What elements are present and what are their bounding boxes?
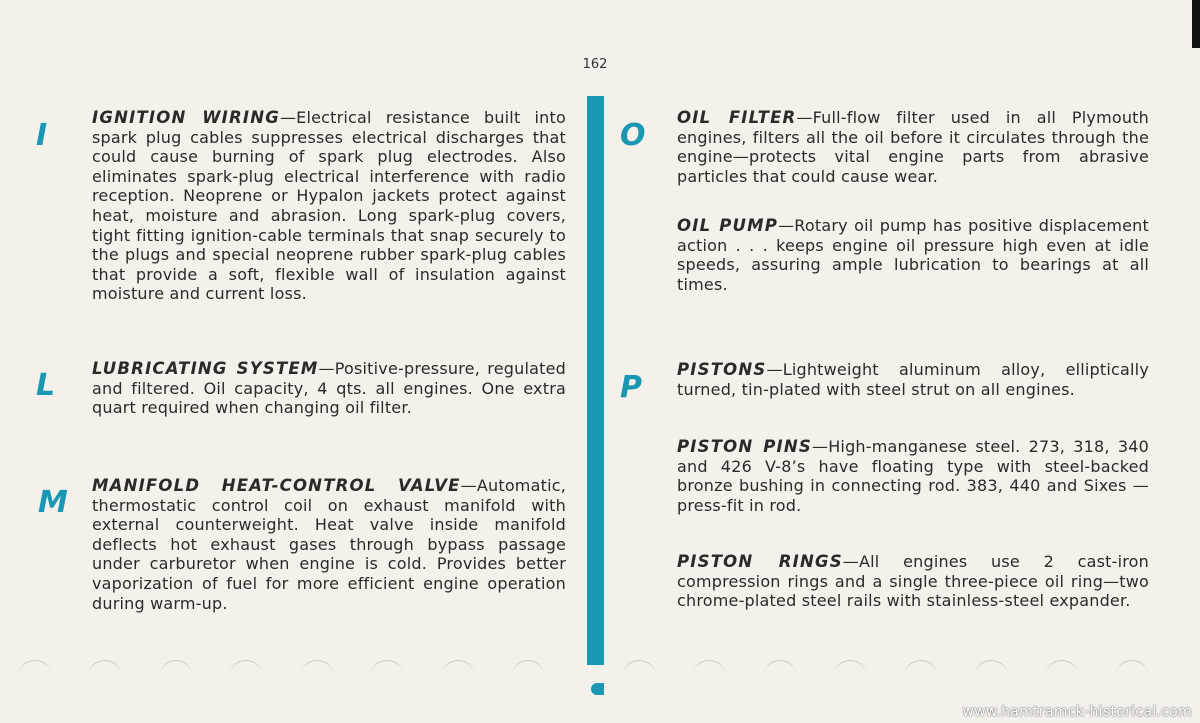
binder-hole (511, 660, 545, 694)
entry-term: PISTON RINGS (677, 552, 843, 571)
entry-text: —Positive-pressure, regulated and filtered. Oil capacity, 4 qts. all engines. One extra quart required when changing oil filter. (92, 359, 566, 418)
binder-hole (833, 660, 867, 694)
entry-text: —Electrical resistance built into spark plug cables suppresses electrical discharges that could cause burning of spark plug electrodes. Also eliminates spark-plug electrical interference with radio reception. Neoprene or Hypalon jackets protect against heat, moisture and abrasion. Long spark-plug covers, tight fitting ignition-cable terminals that snap securely to the plugs and special neoprene rubber spark-plug cables that provide a soft, flexible wall of insulation against moisture and current loss. (92, 108, 566, 304)
scan-edge (1192, 0, 1200, 48)
binder-hole (763, 660, 797, 694)
entry-term: LUBRICATING SYSTEM (92, 359, 319, 378)
binder-hole (1115, 660, 1149, 694)
entry-ignition-wiring (92, 108, 566, 304)
binder-hole (370, 660, 404, 694)
entry-text: —Rotary oil pump has positive displacement action . . . keeps engine oil pressure high even at idle speeds, assuring ample lubrication to bearings at all times. (677, 216, 1150, 294)
binder-hole (18, 660, 52, 694)
watermark: www.hamtramck-historical.com (962, 704, 1192, 720)
section-letter-o: O (620, 118, 646, 153)
page-number: 162 (582, 57, 608, 72)
binder-hole (622, 660, 656, 694)
entry-text: —All engines use 2 cast-iron compression rings and a single three-piece oil ring—two chrome-plated steel rails with stainless-steel expander. (677, 552, 1149, 611)
entry-manifold-heat-control-valve (92, 476, 566, 613)
entry-lubricating-system (92, 359, 566, 418)
entry-term: IGNITION WIRING (92, 108, 280, 127)
entry-oil-filter (677, 108, 1149, 186)
entry-text: —Full-flow filter used in all Plymouth engines, filters all the oil before it circulates through the engine—protects vital engine parts from abrasive particles that could cause wear. (677, 108, 1149, 186)
entry-text: —High-manganese steel. 273, 318, 340 and 426 V-8’s have floating type with steel-backed bronze bushing in connecting rod. 383, 440 and Sixes —press-fit in rod. (677, 437, 1150, 515)
section-letter-p: P (620, 370, 642, 405)
binder-hole (300, 660, 334, 694)
entry-text: —Automatic, thermostatic control coil on exhaust manifold with external counterweight. Heat valve inside manifold deflects hot exhaust gases through bypass passage under carburetor when engine is cold. Provides better vaporization of fuel for more efficient engine operation during warm-up. (92, 476, 566, 613)
entry-pistons (677, 360, 1149, 399)
binder-hole (692, 660, 726, 694)
entry-piston-rings (677, 552, 1149, 611)
binder-hole (88, 660, 122, 694)
section-letter-i: I (36, 118, 48, 153)
section-letter-l: L (36, 368, 56, 403)
entry-term: OIL FILTER (677, 108, 797, 127)
binder-hole (974, 660, 1008, 694)
binder-hole (441, 660, 475, 694)
binder-hole (904, 660, 938, 694)
binder-hole (1045, 660, 1079, 694)
section-letter-m: M (38, 485, 68, 520)
entry-piston-pins (677, 437, 1149, 515)
binder-hole (159, 660, 193, 694)
entry-term: MANIFOLD HEAT-CONTROL VALVE (92, 476, 461, 495)
entry-term: PISTONS (677, 360, 767, 379)
center-divider-bar (587, 96, 604, 665)
entry-text: —Lightweight aluminum alloy, elliptically turned, tin-plated with steel strut on all engines. (677, 360, 1149, 399)
binder-hole (229, 660, 263, 694)
entry-oil-pump (677, 216, 1149, 294)
entry-term: OIL PUMP (677, 216, 779, 235)
entry-term: PISTON PINS (677, 437, 812, 456)
